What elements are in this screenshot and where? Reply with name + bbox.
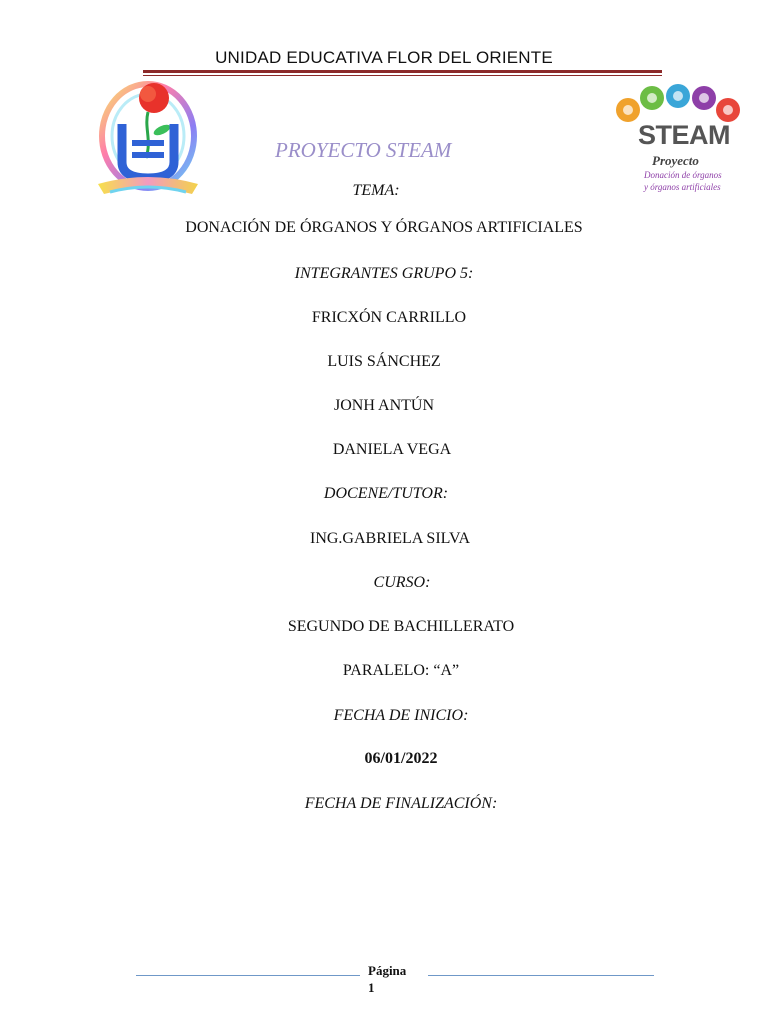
footer-rule-right bbox=[428, 975, 654, 976]
fecha-inicio-label: FECHA DE INICIO: bbox=[333, 707, 469, 724]
page-number bbox=[368, 962, 406, 996]
page-number-value: 1 bbox=[368, 980, 375, 995]
docente-value: ING.GABRIELA SILVA bbox=[309, 530, 470, 547]
fecha-fin-label: FECHA DE FINALIZACIÓN: bbox=[304, 795, 498, 812]
steam-brand: STEAM bbox=[638, 120, 730, 150]
tema-value: DONACIÓN DE ÓRGANOS Y ÓRGANOS ARTIFICIALES bbox=[185, 219, 583, 236]
project-title: PROYECTO STEAM bbox=[275, 138, 452, 162]
steam-topic-line2: y órganos artificiales bbox=[644, 182, 721, 192]
fecha-inicio-value: 06/01/2022 bbox=[364, 750, 438, 767]
docente-label: DOCENE/TUTOR: bbox=[323, 485, 449, 502]
tema-label: TEMA: bbox=[352, 182, 400, 199]
curso-label: CURSO: bbox=[373, 574, 431, 591]
integrante-4: DANIELA VEGA bbox=[332, 441, 452, 458]
school-name: UNIDAD EDUCATIVA FLOR DEL ORIENTE bbox=[215, 48, 553, 67]
steam-topic-line1: Donación de órganos bbox=[644, 170, 722, 180]
curso-value: SEGUNDO DE BACHILLERATO bbox=[287, 618, 515, 635]
integrante-2: LUIS SÁNCHEZ bbox=[327, 353, 441, 370]
steam-subtitle: Proyecto bbox=[652, 153, 699, 168]
paralelo: PARALELO: “A” bbox=[342, 662, 460, 679]
integrante-3: JONH ANTÚN bbox=[334, 397, 434, 414]
page-label: Página bbox=[368, 963, 407, 978]
footer-rule-left bbox=[136, 975, 360, 976]
integrante-1: FRICXÓN CARRILLO bbox=[311, 309, 467, 326]
integrantes-label: INTEGRANTES GRUPO 5: bbox=[294, 265, 474, 282]
header-divider bbox=[143, 70, 662, 76]
